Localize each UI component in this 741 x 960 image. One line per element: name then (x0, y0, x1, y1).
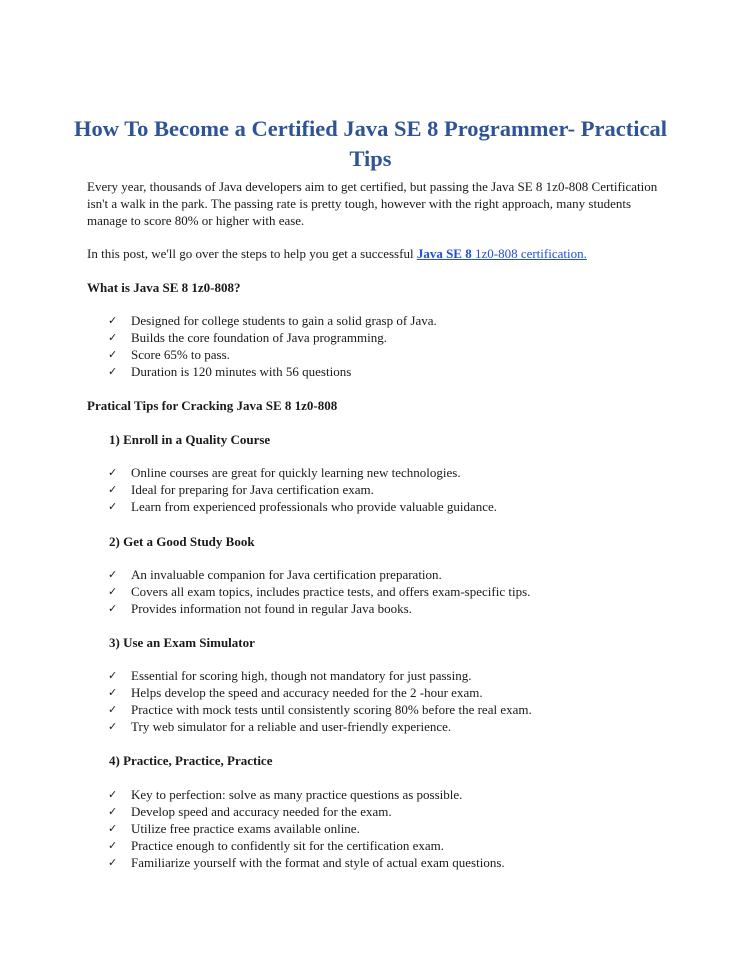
list-item (108, 363, 437, 380)
list-item-text: Develop speed and accuracy needed for the exam. (131, 804, 392, 819)
check-icon: ✓ (108, 788, 118, 801)
page-title: How To Become a Certified Java SE 8 Programmer- Practical Tips (74, 116, 667, 171)
check-icon: ✓ (108, 720, 118, 733)
list-item (108, 718, 532, 735)
check-icon: ✓ (108, 805, 118, 818)
check-icon: ✓ (108, 839, 118, 852)
check-icon: ✓ (108, 585, 118, 598)
check-icon: ✓ (108, 483, 118, 496)
list-item (108, 837, 505, 854)
list-item (108, 481, 497, 498)
check-icon: ✓ (108, 856, 118, 869)
section-heading-exam-simulator: 3) Use an Exam Simulator (109, 635, 255, 650)
list-item-text: Ideal for preparing for Java certification exam. (131, 482, 374, 497)
list-item (108, 667, 532, 684)
list-item (108, 803, 505, 820)
list-item-text: Familiarize yourself with the format and style of actual exam questions. (131, 855, 505, 870)
check-icon: ✓ (108, 602, 118, 615)
what-is-list (108, 312, 437, 380)
list-item-text: Covers all exam topics, includes practice tests, and offers exam-specific tips. (131, 584, 531, 599)
section-list-exam-simulator (108, 667, 532, 735)
check-icon: ✓ (108, 365, 118, 378)
list-item (108, 701, 532, 718)
certification-link-bold: Java SE 8 (416, 246, 472, 261)
check-icon: ✓ (108, 822, 118, 835)
section-heading-practice: 4) Practice, Practice, Practice (109, 753, 273, 768)
list-item (108, 684, 532, 701)
list-item (108, 566, 530, 583)
list-item (108, 312, 437, 329)
certification-link-text: 1z0-808 certification. (471, 246, 587, 261)
section-heading-study-book: 2) Get a Good Study Book (109, 534, 255, 549)
list-item (108, 600, 530, 617)
check-icon: ✓ (108, 500, 118, 513)
post-intro-line (87, 245, 662, 262)
list-item-text: Helps develop the speed and accuracy needed for the 2 -hour exam. (131, 685, 483, 700)
list-item-text: Provides information not found in regular Java books. (131, 601, 412, 616)
check-icon: ✓ (108, 703, 118, 716)
intro-paragraph: Every year, thousands of Java developers aim to get certified, but passing the Java SE 8 1z0-808 Certification isn't a walk in the park. The passing rate is pretty tough, however with the right approach, many students manage to score 80% or higher with ease. (87, 179, 658, 228)
list-item-text: Designed for college students to gain a solid grasp of Java. (131, 313, 437, 328)
check-icon: ✓ (108, 466, 118, 479)
list-item-text: Utilize free practice exams available online. (131, 821, 360, 836)
check-icon: ✓ (108, 568, 118, 581)
list-item (108, 329, 437, 346)
list-item (108, 786, 505, 803)
list-item (108, 583, 530, 600)
list-item-text: An invaluable companion for Java certification preparation. (131, 567, 442, 582)
list-item-text: Essential for scoring high, though not mandatory for just passing. (131, 668, 472, 683)
section-list-enroll-course (108, 464, 497, 515)
check-icon: ✓ (108, 331, 118, 344)
check-icon: ✓ (108, 669, 118, 682)
check-icon: ✓ (108, 686, 118, 699)
check-icon: ✓ (108, 348, 118, 361)
list-item (108, 464, 497, 481)
list-item-text: Key to perfection: solve as many practice questions as possible. (131, 787, 463, 802)
post-intro-text: In this post, we'll go over the steps to help you get a successful (87, 246, 417, 261)
list-item-text: Score 65% to pass. (131, 347, 230, 362)
list-item (108, 498, 497, 515)
check-icon: ✓ (108, 314, 118, 327)
list-item-text: Online courses are great for quickly learning new technologies. (131, 465, 461, 480)
tips-heading: Pratical Tips for Cracking Java SE 8 1z0-808 (87, 398, 338, 413)
list-item-text: Duration is 120 minutes with 56 questions (131, 364, 352, 379)
section-heading-enroll-course: 1) Enroll in a Quality Course (109, 432, 271, 447)
certification-link[interactable] (417, 246, 587, 261)
section-list-study-book (108, 566, 530, 617)
list-item (108, 820, 505, 837)
what-is-heading: What is Java SE 8 1z0-808? (87, 280, 241, 295)
section-list-practice (108, 786, 505, 871)
list-item-text: Try web simulator for a reliable and user-friendly experience. (131, 719, 452, 734)
list-item-text: Builds the core foundation of Java programming. (131, 330, 387, 345)
list-item-text: Practice enough to confidently sit for the certification exam. (131, 838, 444, 853)
list-item-text: Practice with mock tests until consistently scoring 80% before the real exam. (131, 702, 532, 717)
list-item (108, 346, 437, 363)
list-item (108, 854, 505, 871)
list-item-text: Learn from experienced professionals who provide valuable guidance. (131, 499, 498, 514)
